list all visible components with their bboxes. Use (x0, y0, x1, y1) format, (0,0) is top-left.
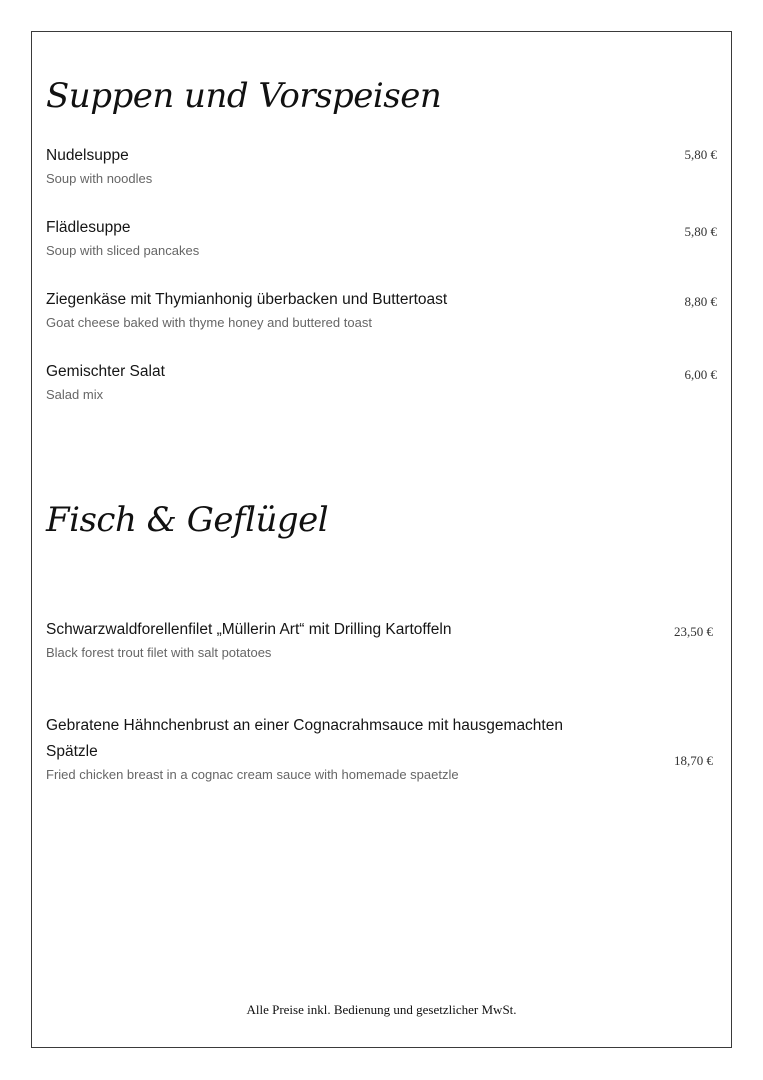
item-name: Flädlesuppe (46, 219, 131, 236)
item-description: Salad mix (46, 387, 104, 402)
item-name: Schwarzwaldforellenfilet „Müllerin Art“ mit Drilling Kartoffeln (46, 621, 452, 638)
item-description: Black forest trout filet with salt potatoes (46, 645, 272, 660)
item-description: Soup with sliced pancakes (46, 243, 200, 258)
item-price: 5,80 € (684, 147, 717, 162)
item-name: Nudelsuppe (46, 147, 129, 164)
item-price: 8,80 € (684, 294, 717, 309)
item-description: Fried chicken breast in a cognac cream sauce with homemade spaetzle (46, 767, 459, 782)
item-price: 5,80 € (684, 224, 717, 239)
menu-item-gemischter-salat (46, 362, 718, 403)
menu-item-haehnchenbrust (46, 713, 718, 783)
item-price: 23,50 € (674, 624, 713, 639)
menu-item-ziegenkaese (46, 290, 718, 331)
item-name: Gemischter Salat (46, 363, 165, 380)
section-title-suppen: Suppen und Vorspeisen (46, 76, 442, 116)
menu-item-flaedlesuppe (46, 218, 718, 259)
item-name: Gebratene Hähnchenbrust an einer Cognacrahmsauce mit hausgemachten Spätzle (46, 717, 563, 760)
item-description: Soup with noodles (46, 171, 153, 186)
item-price: 6,00 € (684, 367, 717, 382)
item-name: Ziegenkäse mit Thymianhonig überbacken und Buttertoast (46, 291, 448, 308)
item-price: 18,70 € (674, 753, 713, 768)
item-description: Goat cheese baked with thyme honey and buttered toast (46, 315, 372, 330)
footer-note: Alle Preise inkl. Bedienung und gesetzlicher MwSt. (246, 1002, 517, 1017)
section-title-fisch-gefluegel: Fisch & Geflügel (46, 500, 329, 540)
menu-item-nudelsuppe (46, 146, 718, 187)
menu-item-forellenfilet (46, 620, 718, 661)
